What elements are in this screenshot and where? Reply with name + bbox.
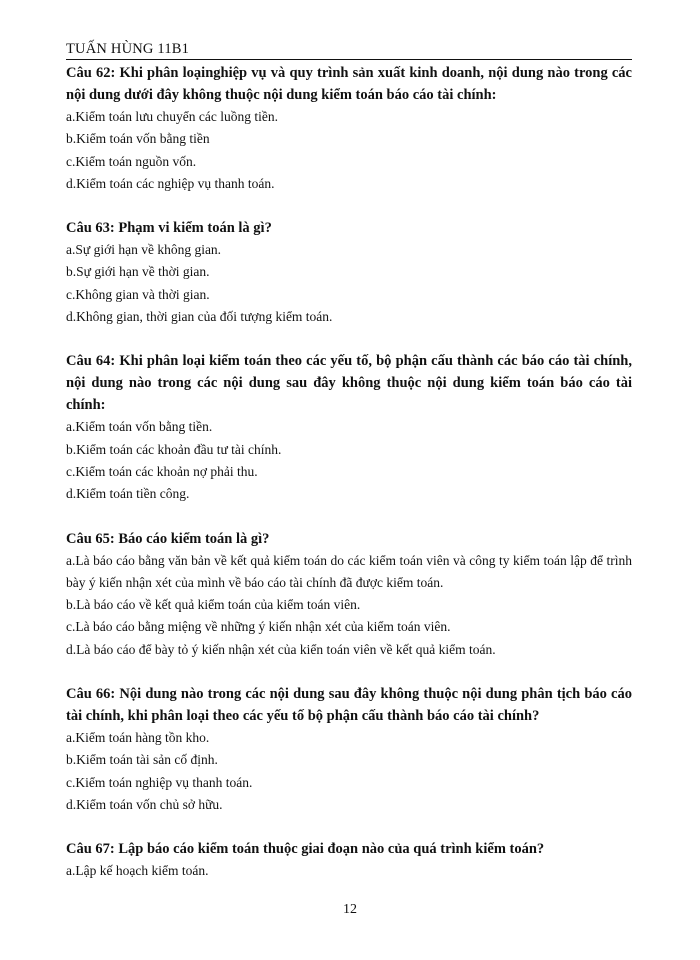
- answer-option: b.Kiểm toán vốn bằng tiền: [66, 131, 210, 147]
- question-title: [66, 838, 632, 860]
- answer-option: d.Kiểm toán vốn chủ sở hữu.: [66, 796, 223, 812]
- question-62: [66, 62, 632, 195]
- answer-option: b.Sự giới hạn về thời gian.: [66, 264, 210, 280]
- question-text: Khi phân loại kiểm toán theo các yếu tố, bộ phận cấu thành các báo cáo tài chính, nội dung nào trong các nội dung sau đây không thuộc nội dung kiểm toán báo cáo tài chính:: [66, 353, 632, 414]
- question-text: Phạm vi kiểm toán là gì?: [118, 220, 272, 237]
- question-number: Câu 64:: [66, 353, 116, 370]
- answer-option: a.Kiểm toán lưu chuyển các luồng tiền.: [66, 109, 278, 124]
- page-number: 12: [343, 902, 357, 917]
- answer-option: a.Kiểm toán vốn bằng tiền.: [66, 419, 213, 435]
- question-67: [66, 838, 632, 882]
- question-title: [66, 528, 632, 550]
- question-number: Câu 67:: [66, 841, 115, 858]
- question-number: Câu 66:: [66, 686, 116, 703]
- answer-option: b.Kiểm toán các khoản đầu tư tài chính.: [66, 441, 282, 457]
- page-header: [66, 40, 632, 60]
- question-64: [66, 350, 632, 505]
- answer-option: c.Kiểm toán các khoản nợ phải thu.: [66, 463, 258, 479]
- answer-option: c.Kiểm toán nghiệp vụ thanh toán.: [66, 774, 253, 790]
- answer-option: b.Kiểm toán tài sản cố định.: [66, 752, 218, 768]
- question-text: Lập báo cáo kiểm toán thuộc giai đoạn nào của quá trình kiểm toán?: [118, 841, 545, 858]
- header-title: TUẤN HÙNG 11B1: [66, 41, 190, 57]
- answer-option: a.Lập kế hoạch kiểm toán.: [66, 863, 209, 879]
- question-text: Báo cáo kiểm toán là gì?: [118, 530, 270, 547]
- answer-option: d.Kiểm toán tiền công.: [66, 486, 190, 502]
- question-list: [66, 62, 632, 905]
- question-65: [66, 528, 632, 661]
- question-number: Câu 65:: [66, 530, 115, 547]
- answer-option: a.Sự giới hạn về không gian.: [66, 242, 222, 258]
- question-text: Nội dung nào trong các nội dung sau đây không thuộc nội dung phân tịch báo cáo tài chính, khi phân loại theo các yếu tố bộ phận cấu thành báo cáo tài chính?: [66, 686, 632, 725]
- answer-option: b.Là báo cáo về kết quả kiểm toán của kiểm toán viên.: [66, 597, 361, 613]
- answer-option: d.Kiểm toán các nghiệp vụ thanh toán.: [66, 175, 275, 191]
- answer-option: a.Là báo cáo bằng văn bản về kết quả kiểm toán do các kiểm toán viên và công ty kiểm toán lập để trình bày ý kiến nhận xét của mình về báo cáo tài chính đã được kiểm toán.: [66, 552, 632, 590]
- question-title: [66, 62, 632, 106]
- answer-option: a.Kiểm toán hàng tồn kho.: [66, 730, 210, 746]
- answer-option: c.Kiểm toán nguồn vốn.: [66, 153, 197, 169]
- question-63: [66, 217, 632, 328]
- question-number: Câu 63:: [66, 220, 115, 237]
- question-title: [66, 350, 632, 416]
- page-footer: [0, 902, 700, 918]
- question-title: [66, 683, 632, 727]
- question-66: [66, 683, 632, 816]
- answer-option: c.Không gian và thời gian.: [66, 286, 210, 302]
- question-text: Khi phân loạinghiệp vụ và quy trình sản xuất kinh doanh, nội dung nào trong các nội dung dưới đây không thuộc nội dung kiểm toán báo cáo tài chính:: [66, 65, 632, 103]
- question-title: [66, 217, 632, 239]
- question-number: Câu 62:: [66, 65, 116, 81]
- answer-option: d.Là báo cáo để bày tỏ ý kiến nhận xét của kiển toán viên về kết quả kiểm toán.: [66, 641, 496, 657]
- answer-option: c.Là báo cáo bằng miệng về những ý kiến nhận xét của kiểm toán viên.: [66, 619, 451, 635]
- answer-option: d.Không gian, thời gian của đối tượng kiểm toán.: [66, 309, 333, 325]
